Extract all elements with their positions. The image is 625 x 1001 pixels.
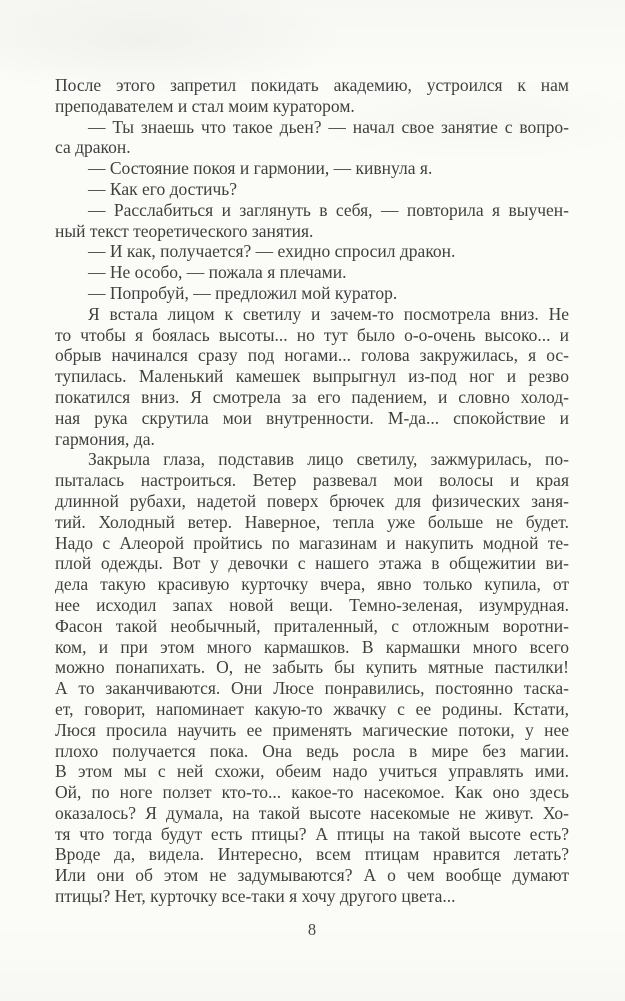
text-line: После этого запретил покидать академию, устроился к нам (55, 75, 569, 95)
text-line: Вроде да, видела. Интересно, всем птицам нравится летать? (55, 844, 569, 865)
text-line: — Состояние покоя и гармонии, — кивнула я. (88, 158, 433, 179)
paragraph (55, 158, 569, 179)
text-line: нее исходил запах новой вещи. Темно-зеленая, изумрудная. (55, 594, 569, 615)
text-line: — Ты знаешь что такое дьен? — начал свое занятие с вопро- (88, 116, 569, 137)
text-line: плой одежды. Вот у девочки с нашего этажа в общежитии ви- (55, 553, 569, 574)
text-line: ный текст теоретического занятия. (55, 220, 314, 241)
text-line: — И как, получается? — ехидно спросил дракон. (88, 241, 456, 262)
text-line: длинной рубахи, надетой поверх брючек для физических заня- (55, 490, 569, 511)
text-line: — Расслабиться и заглянуть в себя, — повторила я выучен- (88, 199, 569, 220)
text-line: ет, говорит, напоминает какую-то жвачку с ее родины. Кстати, (55, 698, 569, 719)
paragraph (55, 304, 569, 450)
text-line: А то заканчиваются. Они Люсе понравились, постоянно таска- (55, 678, 569, 699)
text-line: тий. Холодный ветер. Наверное, тепла уже больше не будет. (55, 511, 569, 532)
paragraph (55, 75, 569, 117)
text-line: ная рука скрутила мои внутренности. М-да... спокойствие и (55, 407, 569, 428)
paragraph (55, 241, 569, 262)
text-line: ком, и при этом много кармашков. В кармашки много всего (55, 636, 569, 657)
text-line: — Не особо, — пожала я плечами. (88, 262, 347, 283)
text-line: обрыв начинался сразу под ногами... голова закружилась, я ос- (55, 345, 569, 366)
text-line: оказалось? Я думала, на такой высоте насекомые не живут. Хо- (55, 802, 569, 823)
text-line: Ой, по ноге ползет кто-то... какое-то насекомое. Как оно здесь (55, 782, 569, 803)
text-line: Закрыла глаза, подставив лицо светилу, зажмурилась, по- (88, 449, 569, 470)
text-line: Надо с Алеорой пройтись по магазинам и накупить модной те- (55, 532, 569, 553)
text-line: — Как его достичь? (88, 178, 238, 199)
page-number: 8 (307, 920, 317, 939)
paragraph (55, 262, 569, 283)
paragraph (55, 179, 569, 200)
text-line: птицы? Нет, курточку все-таки я хочу другого цвета... (55, 886, 456, 907)
text-line: са дракон. (55, 137, 131, 158)
paragraph (55, 117, 569, 159)
text-line: Или они об этом не задумываются? А о чем вообще думают (55, 865, 569, 886)
text-line: Фасон такой необычный, приталенный, с отложным воротни- (55, 615, 569, 636)
text-line: преподавателем и стал моим куратором. (55, 95, 355, 116)
text-line: плохо получается пока. Она ведь росла в мире без магии. (55, 740, 569, 761)
text-line: тупилась. Маленький камешек выпрыгнул из-под ног и резво (55, 366, 569, 387)
text-line: гармония, да. (55, 428, 155, 449)
text-line: тя что тогда будут есть птицы? А птицы на такой высоте есть? (55, 823, 569, 844)
text-line: покатился вниз. Я смотрела за его падением, и словно холод- (55, 386, 569, 407)
text-line: — Попробуй, — предложил мой куратор. (88, 282, 398, 303)
text-line: Я встала лицом к светилу и зачем-то посмотрела вниз. Не (88, 303, 569, 324)
paragraph (55, 449, 569, 907)
text-line: Люся просила научить ее применять магические потоки, у нее (55, 719, 569, 740)
text-line: пыталась настроиться. Ветер развевал мои волосы и края (55, 470, 569, 491)
text-line: дела такую красивую курточку вчера, явно только купила, от (55, 574, 569, 595)
text-line: В этом мы с ней схожи, обеим надо учиться управлять ими. (55, 761, 569, 782)
text-line: можно понапихать. О, не забыть бы купить мятные пастилки! (55, 657, 569, 678)
paragraph (55, 283, 569, 304)
paragraph (55, 200, 569, 242)
text-line: то чтобы я боялась высоты... но тут было о-о-очень высоко... и (55, 324, 569, 345)
page-text (55, 75, 569, 907)
